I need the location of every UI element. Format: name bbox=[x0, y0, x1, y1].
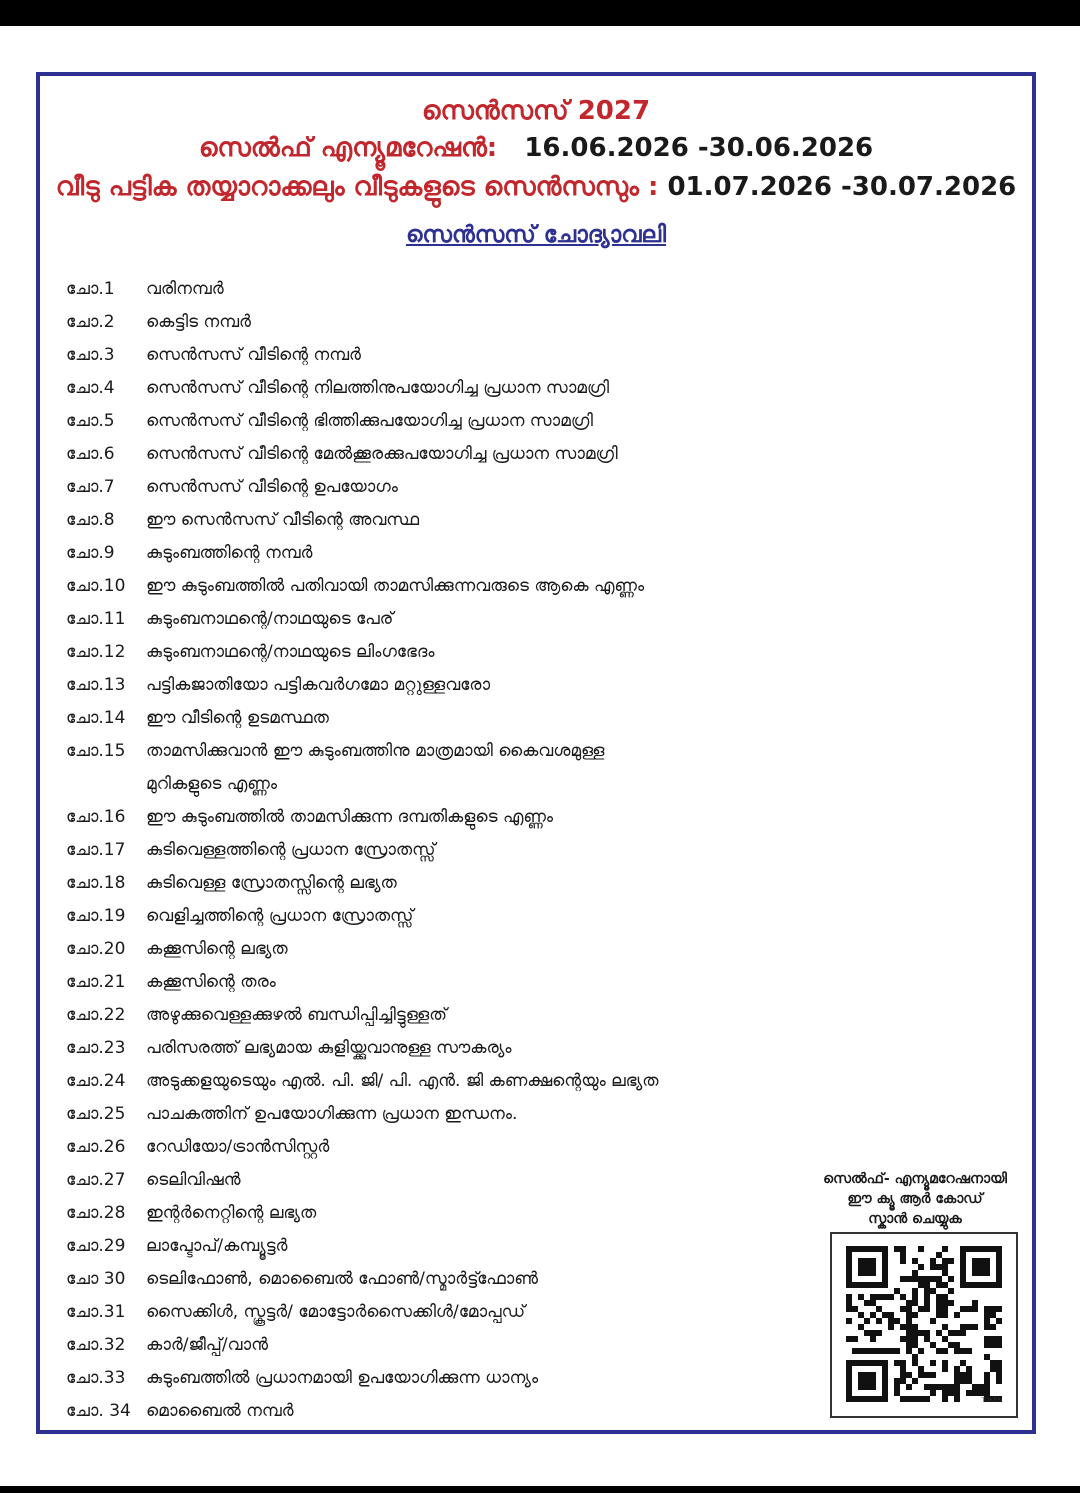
question-text: വരിനമ്പർ bbox=[146, 279, 224, 299]
qr-small-label: TOKEN bbox=[981, 1398, 1002, 1404]
question-text: കുടുംബനാഥന്റെ/നാഥയുടെ ലിംഗഭേദം bbox=[146, 642, 435, 662]
question-row bbox=[66, 1230, 659, 1263]
question-row bbox=[66, 636, 659, 669]
self-enumeration-dates: 16.06.2026 -30.06.2026 bbox=[524, 133, 874, 163]
question-text: സൈക്കിൾ, സ്കൂട്ടർ/ മോട്ടോർസൈക്കിൾ/മോപ്പഡ് bbox=[146, 1302, 526, 1322]
question-list bbox=[66, 273, 659, 1428]
question-text: ഇന്റർനെറ്റിന്റെ ലഭ്യത bbox=[146, 1203, 317, 1223]
question-row bbox=[66, 603, 659, 636]
question-number: ചോ.29 bbox=[66, 1236, 126, 1256]
question-text: കക്കൂസിന്റെ ലഭ്യത bbox=[146, 939, 288, 959]
qr-caption-line: സെൽഫ്- എന്യൂമറേഷനായി bbox=[823, 1171, 1007, 1187]
question-number: ചോ.23 bbox=[66, 1038, 126, 1058]
census-title bbox=[40, 96, 1032, 127]
question-row bbox=[66, 768, 659, 801]
question-row bbox=[66, 405, 659, 438]
house-listing-dates: 01.07.2026 -30.07.2026 bbox=[667, 172, 1017, 202]
question-text: കാർ/ജീപ്പ്/വാൻ bbox=[146, 1335, 268, 1355]
house-listing-label: വീടു പട്ടിക തയ്യാറാക്കലും വീടുകളുടെ സെൻസസും : bbox=[55, 172, 659, 202]
question-text: അടുക്കളയുടെയും എൽ. പി. ജി/ പി. എൻ. ജി കണക്ഷന്റെയും ലഭ്യത bbox=[146, 1071, 659, 1091]
qr-code[interactable] bbox=[830, 1232, 1018, 1418]
qr-caption bbox=[800, 1169, 1030, 1229]
question-number: ചോ.21 bbox=[66, 972, 126, 992]
question-number: ചോ 30 bbox=[66, 1269, 126, 1289]
question-number: ചോ.27 bbox=[66, 1170, 126, 1190]
question-number: ചോ.22 bbox=[66, 1005, 126, 1025]
question-text: മുറികളുടെ എണ്ണം bbox=[146, 774, 277, 794]
question-text: കുടുംബത്തിന്റെ നമ്പർ bbox=[146, 543, 313, 563]
question-text: ഈ സെൻസസ് വീടിന്റെ അവസ്ഥ bbox=[146, 510, 420, 530]
question-number: ചോ.6 bbox=[66, 444, 115, 464]
question-text: സെൻസസ് വീടിന്റെ നമ്പർ bbox=[146, 345, 361, 365]
question-text: ഈ കുടുംബത്തിൽ താമസിക്കുന്ന ദമ്പതികളുടെ എണ്ണം bbox=[146, 807, 554, 827]
census-title-text: സെൻസസ് 2027 bbox=[421, 96, 651, 126]
question-row bbox=[66, 1131, 659, 1164]
qr-caption-line: സ്കാൻ ചെയ്യുക bbox=[868, 1211, 962, 1227]
question-row bbox=[66, 702, 659, 735]
question-number: ചോ. 34 bbox=[66, 1401, 131, 1421]
question-number: ചോ.1 bbox=[66, 279, 115, 299]
question-number: ചോ.2 bbox=[66, 312, 115, 332]
question-number: ചോ.16 bbox=[66, 807, 126, 827]
question-number: ചോ.25 bbox=[66, 1104, 126, 1124]
question-number: ചോ.15 bbox=[66, 741, 126, 761]
question-number: ചോ.17 bbox=[66, 840, 126, 860]
qr-caption-line: ഈ ക്യൂ ആർ കോഡ് bbox=[847, 1191, 983, 1207]
question-text: ടെലിഫോൺ, മൊബൈൽ ഫോൺ/സ്മാർട്ട്ഫോൺ bbox=[146, 1269, 539, 1289]
question-row bbox=[66, 537, 659, 570]
question-number: ചോ.28 bbox=[66, 1203, 126, 1223]
question-text: താമസിക്കുവാൻ ഈ കുടുംബത്തിനു മാത്രമായി കൈവശമുള്ള bbox=[146, 741, 605, 761]
question-number: ചോ.4 bbox=[66, 378, 115, 398]
question-row bbox=[66, 1065, 659, 1098]
questionnaire-subtitle: സെൻസസ് ചോദ്യാവലി bbox=[405, 222, 667, 248]
question-number: ചോ.14 bbox=[66, 708, 126, 728]
question-text: പട്ടികജാതിയോ പട്ടികവർഗമോ മറ്റുള്ളവരോ bbox=[146, 675, 491, 695]
question-text: പാചകത്തിന് ഉപയോഗിക്കുന്ന പ്രധാന ഇന്ധനം. bbox=[146, 1104, 518, 1124]
question-row bbox=[66, 471, 659, 504]
question-number bbox=[66, 768, 146, 801]
top-black-bar bbox=[0, 0, 1080, 26]
question-row bbox=[66, 1362, 659, 1395]
question-text: ടെലിവിഷൻ bbox=[146, 1170, 241, 1190]
question-text: കുടുംബനാഥന്റെ/നാഥയുടെ പേര് bbox=[146, 609, 394, 629]
question-row bbox=[66, 339, 659, 372]
question-number: ചോ.24 bbox=[66, 1071, 126, 1091]
question-number: ചോ.19 bbox=[66, 906, 126, 926]
self-enumeration-line bbox=[40, 133, 1032, 164]
question-row bbox=[66, 999, 659, 1032]
question-number: ചോ.10 bbox=[66, 576, 126, 596]
question-number: ചോ.5 bbox=[66, 411, 115, 431]
question-text: സെൻസസ് വീടിന്റെ ഭിത്തിക്കുപയോഗിച്ച പ്രധാന സാമഗ്രി bbox=[146, 411, 593, 431]
census-notice-frame bbox=[36, 72, 1036, 1434]
question-number: ചോ.20 bbox=[66, 939, 126, 959]
question-row bbox=[66, 1197, 659, 1230]
question-number: ചോ.33 bbox=[66, 1368, 126, 1388]
question-text: കുടിവെള്ള സ്രോതസ്സിന്റെ ലഭ്യത bbox=[146, 873, 397, 893]
question-text: സെൻസസ് വീടിന്റെ ഉപയോഗം bbox=[146, 477, 398, 497]
question-row bbox=[66, 504, 659, 537]
question-number: ചോ.18 bbox=[66, 873, 126, 893]
question-text: കെട്ടിട നമ്പർ bbox=[146, 312, 251, 332]
question-text: കക്കൂസിന്റെ തരം bbox=[146, 972, 276, 992]
question-text: പരിസരത്ത് ലഭ്യമായ കുളിയ്ക്കുവാനുള്ള സൗകര്യം bbox=[146, 1038, 512, 1058]
question-text: വെളിച്ചത്തിന്റെ പ്രധാന സ്രോതസ്സ് bbox=[146, 906, 414, 926]
question-row bbox=[66, 735, 659, 768]
question-row bbox=[66, 933, 659, 966]
question-row bbox=[66, 966, 659, 999]
bottom-black-bar bbox=[0, 1486, 1080, 1493]
question-row bbox=[66, 1329, 659, 1362]
question-row bbox=[66, 900, 659, 933]
question-number: ചോ.32 bbox=[66, 1335, 126, 1355]
self-enumeration-label: സെൽഫ് എന്യൂമറേഷൻ: bbox=[198, 133, 498, 163]
question-row bbox=[66, 438, 659, 471]
question-number: ചോ.13 bbox=[66, 675, 126, 695]
question-number: ചോ.26 bbox=[66, 1137, 126, 1157]
question-text: മൊബൈൽ നമ്പർ bbox=[146, 1401, 294, 1421]
question-number: ചോ.7 bbox=[66, 477, 115, 497]
question-text: ഈ വീടിന്റെ ഉടമസ്ഥത bbox=[146, 708, 329, 728]
house-listing-line bbox=[40, 172, 1032, 203]
question-row bbox=[66, 1032, 659, 1065]
question-text: കുടിവെള്ളത്തിന്റെ പ്രധാന സ്രോതസ്സ് bbox=[146, 840, 436, 860]
question-number: ചോ.8 bbox=[66, 510, 115, 530]
question-row bbox=[66, 372, 659, 405]
question-row bbox=[66, 801, 659, 834]
question-row bbox=[66, 1296, 659, 1329]
question-number: ചോ.9 bbox=[66, 543, 115, 563]
question-number: ചോ.31 bbox=[66, 1302, 126, 1322]
question-text: സെൻസസ് വീടിന്റെ നിലത്തിനുപയോഗിച്ച പ്രധാന സാമഗ്രി bbox=[146, 378, 610, 398]
question-row bbox=[66, 867, 659, 900]
question-text: അഴുക്കുവെള്ളക്കുഴൽ ബന്ധിപ്പിച്ചിട്ടുള്ളത് bbox=[146, 1005, 447, 1025]
question-number: ചോ.11 bbox=[66, 609, 126, 629]
question-text: റേഡിയോ/ട്രാൻസിസ്റ്റർ bbox=[146, 1137, 330, 1157]
question-text: ലാപ്ടോപ്/കമ്പ്യൂട്ടർ bbox=[146, 1236, 288, 1256]
question-row bbox=[66, 1263, 659, 1296]
question-text: ഈ കുടുംബത്തിൽ പതിവായി താമസിക്കുന്നവരുടെ ആകെ എണ്ണം bbox=[146, 576, 645, 596]
question-row bbox=[66, 570, 659, 603]
question-text: കുടുംബത്തിൽ പ്രധാനമായി ഉപയോഗിക്കുന്ന ധാന്യം bbox=[146, 1368, 539, 1388]
question-row bbox=[66, 834, 659, 867]
question-row bbox=[66, 1395, 659, 1428]
question-row bbox=[66, 1164, 659, 1197]
question-text: സെൻസസ് വീടിന്റെ മേൽക്കൂരക്കുപയോഗിച്ച പ്രധാന സാമഗ്രി bbox=[146, 444, 618, 464]
question-row bbox=[66, 306, 659, 339]
question-row bbox=[66, 273, 659, 306]
question-number: ചോ.12 bbox=[66, 642, 126, 662]
qr-code-image[interactable] bbox=[832, 1234, 1016, 1416]
question-row bbox=[66, 1098, 659, 1131]
question-row bbox=[66, 669, 659, 702]
question-number: ചോ.3 bbox=[66, 345, 115, 365]
